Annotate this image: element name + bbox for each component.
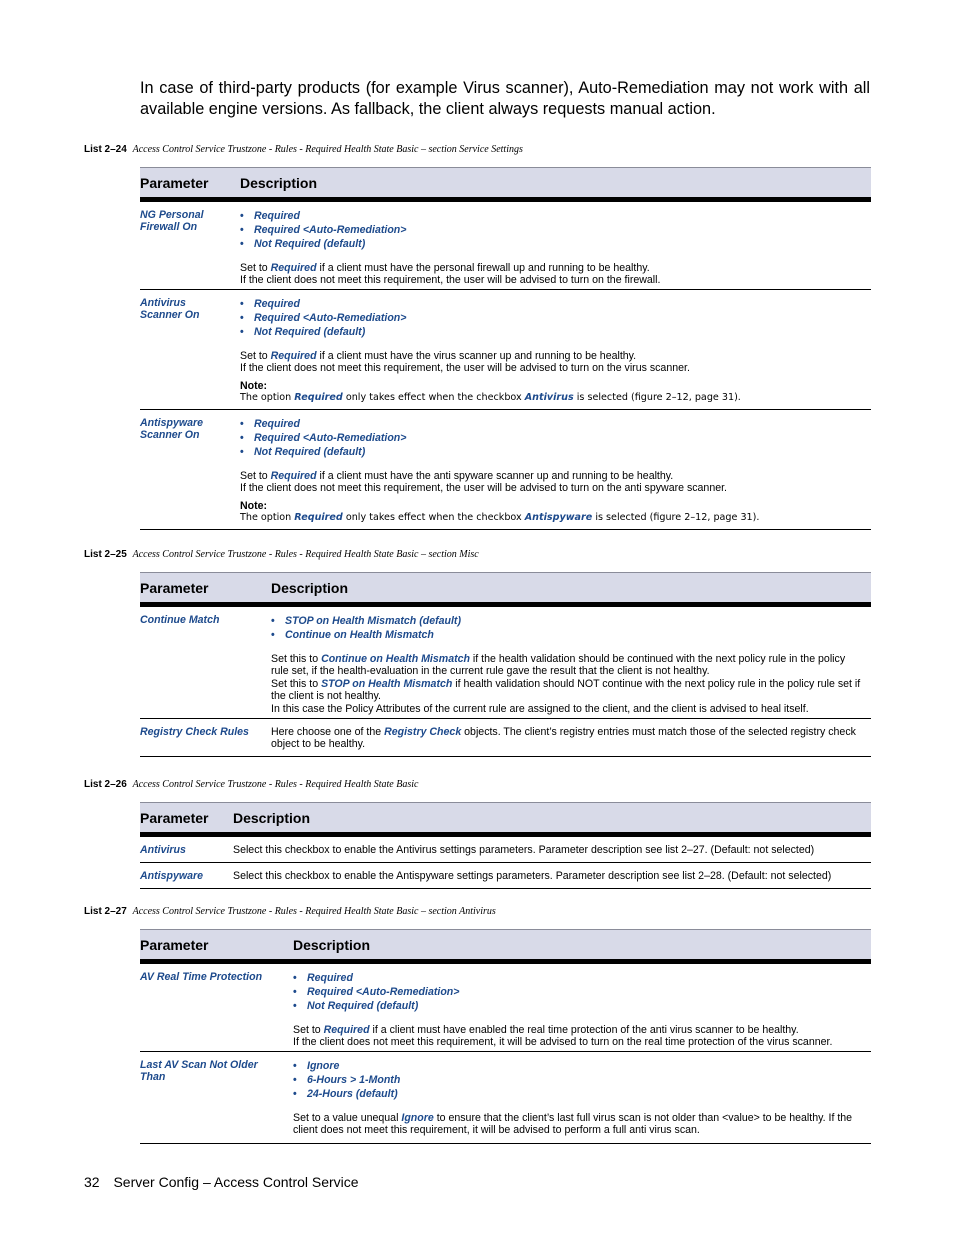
parameter-description: Select this checkbox to enable the Antivirus settings parameters. Parameter description see list 2–27. (Default: not selected) [233,844,815,856]
option-item: • Required [240,298,300,310]
parameter-description [293,1052,871,1143]
option-item: • STOP on Health Mismatch (default) [271,615,461,627]
parameter-description: Here choose one of the Registry Check objects. The client’s registry entries must match those of the selected registry check object to be healthy. [271,726,856,751]
option-list [293,971,871,1013]
description-text: Set this to STOP on Health Mismatch if health validation should NOT continue with the next policy rule in the policy rule set if the client is not healthy. [271,677,861,703]
header-description: Description [293,937,371,953]
note-text: The option Required only takes effect when the checkbox Antivirus is selected (figure 2–12, page 31). [240,392,741,404]
option-item: • Not Required (default) [240,326,366,338]
option-list [271,614,861,642]
option-item: • Required [293,972,353,984]
note-label: Note: [240,379,268,392]
note-label: Note: [240,499,268,512]
parameter-name: Antivirus [140,844,186,856]
parameter-table-2-24 [140,167,871,530]
header-parameter: Parameter [140,937,209,953]
option-item: • Continue on Health Mismatch [271,629,434,641]
table-row [140,202,871,290]
header-parameter: Parameter [140,580,209,596]
table-row [140,837,871,863]
option-list [240,297,741,339]
option-item: • Required <Auto-Remediation> [240,224,407,236]
header-parameter: Parameter [140,810,209,826]
option-item: • Required <Auto-Remediation> [293,986,460,998]
list-caption [84,779,418,790]
footer-title: Server Config – Access Control Service [113,1174,359,1190]
option-item: • Not Required (default) [240,238,366,250]
page-number: 32 [84,1174,100,1190]
table-header [140,929,871,964]
page-footer [84,1174,359,1190]
header-description: Description [240,175,318,191]
description-text: Set to a value unequal Ignore to ensure that the client’s last full virus scan is not older than <value> to be healthy. If the client does not meet this requirement, it will be advised to perform a full anti virus scan. [293,1112,853,1137]
parameter-name-line: Firewall On [140,221,198,234]
table-row [140,719,871,757]
table-row [140,410,871,530]
parameter-description [293,964,871,1051]
table-header [140,167,871,202]
table-row [140,607,871,719]
table-header [140,572,871,607]
list-number: List 2–26 [84,779,127,790]
parameter-table-2-25 [140,572,871,757]
parameter-name: Continue Match [140,614,220,626]
option-item: • Not Required (default) [240,446,366,458]
list-caption-text: Access Control Service Trustzone - Rules - Required Health State Basic – section Misc [132,549,479,560]
parameter-name [140,1052,293,1143]
parameter-name-line: Scanner On [140,429,200,442]
option-list [240,417,759,459]
option-item: • Required [240,210,300,222]
description-text: Set to Required if a client must have enabled the real time protection of the anti virus scanner to be healthy. [293,1024,799,1036]
option-item: • Ignore [293,1060,340,1072]
option-list [293,1059,871,1101]
option-item: • Required <Auto-Remediation> [240,312,407,324]
list-number: List 2–25 [84,549,127,560]
parameter-name: Registry Check Rules [140,726,249,738]
list-caption [84,549,479,560]
list-caption-text: Access Control Service Trustzone - Rules - Required Health State Basic [132,779,419,790]
list-caption [84,144,523,155]
header-description: Description [271,580,349,596]
option-item: • 6-Hours > 1-Month [293,1074,401,1086]
option-list [240,209,660,251]
parameter-name-line: Last AV Scan Not Older [140,1059,258,1071]
parameter-name-line: Antivirus [140,297,186,309]
parameter-name-line: Than [140,1071,166,1084]
parameter-table-2-26 [140,802,871,889]
option-item: • Not Required (default) [293,1000,419,1012]
list-caption-text: Access Control Service Trustzone - Rules - Required Health State Basic – section Antivirus [132,906,496,917]
description-text: Set this to Continue on Health Mismatch if the health validation should be continued with the next policy rule in the policy rule set, if the health-evaluation in the current rule gave the result that the client is not healthy. [271,653,846,678]
parameter-description [271,607,861,718]
option-item: • Required [240,418,300,430]
parameter-name: AV Real Time Protection [140,971,263,983]
parameter-name [140,202,240,289]
table-row [140,964,871,1052]
parameter-name [140,410,240,529]
table-row [140,290,871,410]
intro-paragraph: In case of third-party products (for example Virus scanner), Auto-Remediation may not work with all available engine versions. As fallback, the client always requests manual action. [140,79,870,118]
description-text: If the client does not meet this requirement, it will be advised to turn on the real time protection of the virus scanner. [293,1036,833,1049]
list-number: List 2–27 [84,906,127,917]
parameter-description: Select this checkbox to enable the Antispyware settings parameters. Parameter description see list 2–28. (Default: not selected) [233,870,832,882]
parameter-description [240,202,660,289]
parameter-description [240,410,759,529]
note-text: The option Required only takes effect when the checkbox Antispyware is selected (figure 2–12, page 31). [240,512,760,524]
table-header [140,802,871,837]
parameter-description [240,290,741,409]
description-text: If the client does not meet this requirement, the user will be advised to turn on the virus scanner. [240,362,690,375]
list-number: List 2–24 [84,144,127,155]
description-text: In this case the Policy Attributes of the current rule are assigned to the client, and the client is advised to heal itself. [271,702,809,715]
parameter-name-line: Scanner On [140,309,200,322]
parameter-name-line: Antispyware [140,417,203,429]
parameter-name-line: NG Personal [140,209,204,221]
parameter-name: Antispyware [140,870,203,882]
parameter-name [140,290,240,409]
parameter-table-2-27 [140,929,871,1144]
header-description: Description [233,810,311,826]
option-item: • 24-Hours (default) [293,1088,398,1100]
header-parameter: Parameter [140,175,209,191]
description-text: Set to Required if a client must have the virus scanner up and running to be healthy. [240,350,637,362]
description-text: If the client does not meet this requirement, the user will be advised to turn on the anti spyware scanner. [240,482,727,495]
list-caption-text: Access Control Service Trustzone - Rules - Required Health State Basic – section Service Settings [132,144,523,155]
list-caption [84,906,496,917]
description-text: If the client does not meet this requirement, the user will be advised to turn on the firewall. [240,274,661,287]
table-row [140,863,871,889]
table-row [140,1052,871,1144]
option-item: • Required <Auto-Remediation> [240,432,407,444]
description-text: Set to Required if a client must have the personal firewall up and running to be healthy. [240,262,650,274]
description-text: Set to Required if a client must have the anti spyware scanner up and running to be healthy. [240,470,674,482]
